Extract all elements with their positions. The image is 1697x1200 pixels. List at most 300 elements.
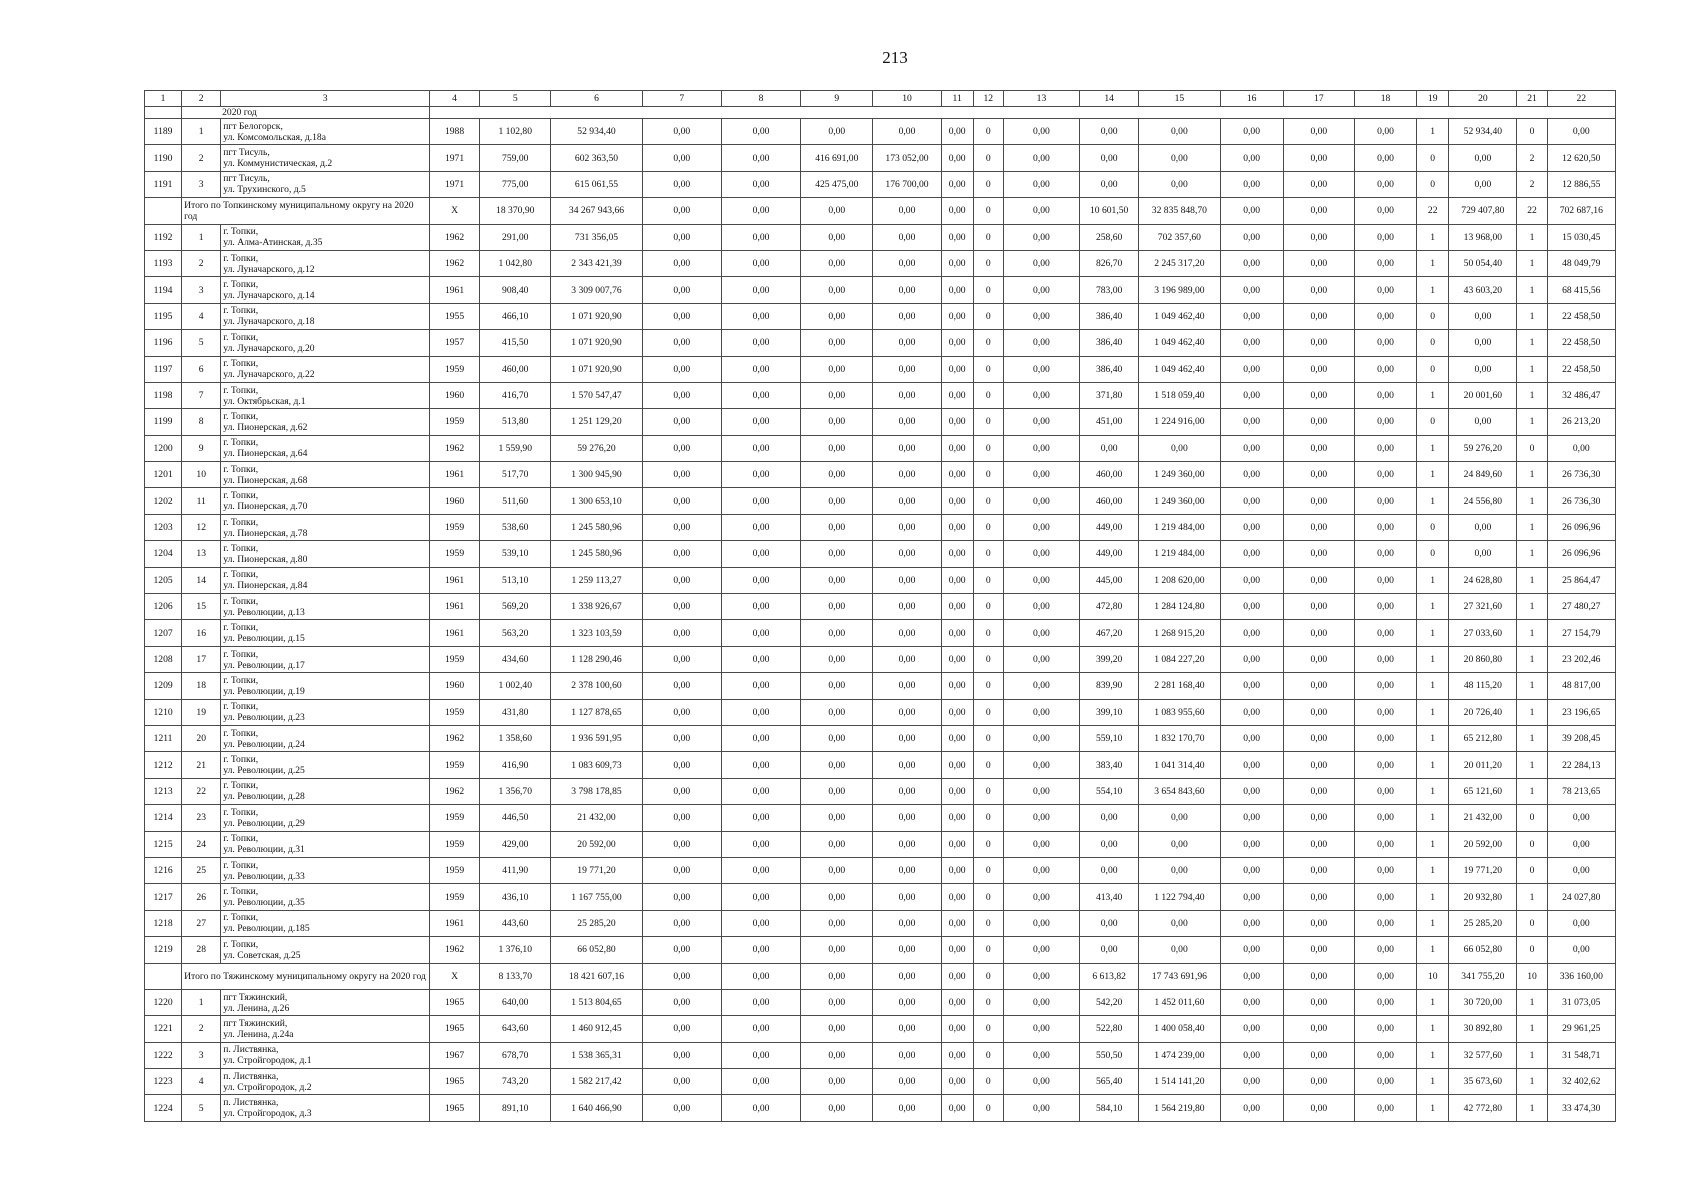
cell-col-22: 23 196,65: [1547, 699, 1615, 725]
cell-col-18: 0,00: [1354, 910, 1416, 936]
cell-col-16: 0,00: [1220, 646, 1283, 672]
cell-col-8: 0,00: [721, 937, 800, 963]
cell-col-14: 399,10: [1080, 699, 1139, 725]
cell-col-20: 50 054,40: [1449, 250, 1517, 276]
cell-col-14: 386,40: [1080, 303, 1139, 329]
cell-col-8: 0,00: [721, 514, 800, 540]
cell-col-7: 0,00: [642, 356, 721, 382]
column-number-10: 10: [873, 91, 941, 107]
cell-col-10: 0,00: [873, 462, 941, 488]
cell-col-4: 1959: [429, 857, 479, 883]
cell-col-12: 0: [973, 778, 1003, 804]
cell-col-22: 15 030,45: [1547, 224, 1615, 250]
cell-col-10: 0,00: [873, 250, 941, 276]
cell-col-7: 0,00: [642, 1095, 721, 1121]
cell-col-6: 602 363,50: [551, 145, 642, 171]
cell-col-1: 1217: [145, 884, 182, 910]
cell-col-10: 0,00: [873, 330, 941, 356]
cell-col-2: 4: [182, 1069, 221, 1095]
cell-col-14: 826,70: [1080, 250, 1139, 276]
cell-col-6: 1 245 580,96: [551, 514, 642, 540]
cell-col-12: 0: [973, 171, 1003, 197]
cell-col-17: 0,00: [1283, 752, 1354, 778]
cell-col-20: 43 603,20: [1449, 277, 1517, 303]
cell-col-18: 0,00: [1354, 725, 1416, 751]
cell-col-11: 0,00: [941, 435, 973, 461]
total-blank-cell: [145, 198, 182, 224]
cell-col-15: 0,00: [1139, 119, 1220, 145]
cell-col-13: 0,00: [1003, 805, 1079, 831]
cell-col-19: 1: [1417, 699, 1449, 725]
cell-col-7: 0,00: [642, 330, 721, 356]
cell-col-12: 0: [973, 594, 1003, 620]
total-cell-col-9: 0,00: [801, 963, 873, 989]
cell-col-4: 1959: [429, 514, 479, 540]
cell-col-11: 0,00: [941, 937, 973, 963]
cell-col-22: 29 961,25: [1547, 1016, 1615, 1042]
column-number-16: 16: [1220, 91, 1283, 107]
cell-col-21: 2: [1517, 145, 1547, 171]
cell-col-12: 0: [973, 752, 1003, 778]
cell-col-1: 1222: [145, 1042, 182, 1068]
address-cell: г. Топки, ул. Революции, д.25: [221, 752, 430, 778]
cell-col-14: 258,60: [1080, 224, 1139, 250]
cell-col-15: 1 514 141,20: [1139, 1069, 1220, 1095]
cell-col-17: 0,00: [1283, 989, 1354, 1015]
cell-col-21: 1: [1517, 778, 1547, 804]
cell-col-22: 32 402,62: [1547, 1069, 1615, 1095]
cell-col-22: 33 474,30: [1547, 1095, 1615, 1121]
total-cell-col-5: 8 133,70: [480, 963, 551, 989]
cell-col-4: 1965: [429, 989, 479, 1015]
cell-col-5: 460,00: [480, 356, 551, 382]
cell-col-17: 0,00: [1283, 1069, 1354, 1095]
cell-col-17: 0,00: [1283, 857, 1354, 883]
cell-col-16: 0,00: [1220, 277, 1283, 303]
cell-col-15: 1 049 462,40: [1139, 330, 1220, 356]
cell-col-12: 0: [973, 884, 1003, 910]
cell-col-1: 1214: [145, 805, 182, 831]
cell-col-13: 0,00: [1003, 725, 1079, 751]
cell-col-9: 0,00: [801, 303, 873, 329]
cell-col-15: 1 219 484,00: [1139, 541, 1220, 567]
column-number-12: 12: [973, 91, 1003, 107]
cell-col-6: 59 276,20: [551, 435, 642, 461]
cell-col-9: 0,00: [801, 857, 873, 883]
cell-col-9: 0,00: [801, 594, 873, 620]
cell-col-1: 1202: [145, 488, 182, 514]
table-row: [145, 145, 1616, 171]
cell-col-6: 1 083 609,73: [551, 752, 642, 778]
total-cell-col-12: 0: [973, 198, 1003, 224]
cell-col-10: 0,00: [873, 884, 941, 910]
cell-col-18: 0,00: [1354, 462, 1416, 488]
cell-col-4: 1965: [429, 1016, 479, 1042]
cell-col-11: 0,00: [941, 514, 973, 540]
total-cell-col-15: 17 743 691,96: [1139, 963, 1220, 989]
cell-col-10: 0,00: [873, 1069, 941, 1095]
table-row: [145, 356, 1616, 382]
cell-col-15: 0,00: [1139, 435, 1220, 461]
cell-col-10: 0,00: [873, 541, 941, 567]
cell-col-7: 0,00: [642, 673, 721, 699]
cell-col-17: 0,00: [1283, 356, 1354, 382]
cell-col-8: 0,00: [721, 330, 800, 356]
cell-col-22: 22 458,50: [1547, 330, 1615, 356]
cell-col-11: 0,00: [941, 831, 973, 857]
cell-col-21: 1: [1517, 1069, 1547, 1095]
cell-col-17: 0,00: [1283, 778, 1354, 804]
cell-col-18: 0,00: [1354, 646, 1416, 672]
cell-col-4: 1957: [429, 330, 479, 356]
address-cell: г. Топки, ул. Революции, д.19: [221, 673, 430, 699]
cell-col-9: 0,00: [801, 1016, 873, 1042]
address-cell: г. Топки, ул. Пионерская, д.68: [221, 462, 430, 488]
total-cell-col-19: 10: [1417, 963, 1449, 989]
cell-col-4: 1962: [429, 778, 479, 804]
cell-col-8: 0,00: [721, 1069, 800, 1095]
total-cell-col-4: X: [429, 963, 479, 989]
column-number-5: 5: [480, 91, 551, 107]
cell-col-9: 0,00: [801, 805, 873, 831]
cell-col-4: 1960: [429, 488, 479, 514]
cell-col-11: 0,00: [941, 1069, 973, 1095]
cell-col-9: 0,00: [801, 1095, 873, 1121]
address-cell: г. Топки, ул. Революции, д.13: [221, 594, 430, 620]
cell-col-21: 1: [1517, 330, 1547, 356]
cell-col-1: 1193: [145, 250, 182, 276]
column-number-6: 6: [551, 91, 642, 107]
cell-col-13: 0,00: [1003, 752, 1079, 778]
cell-col-17: 0,00: [1283, 330, 1354, 356]
cell-col-22: 31 548,71: [1547, 1042, 1615, 1068]
cell-col-8: 0,00: [721, 884, 800, 910]
cell-col-4: 1959: [429, 356, 479, 382]
cell-col-4: 1962: [429, 435, 479, 461]
total-cell-col-11: 0,00: [941, 198, 973, 224]
cell-col-12: 0: [973, 910, 1003, 936]
cell-col-8: 0,00: [721, 250, 800, 276]
cell-col-6: 615 061,55: [551, 171, 642, 197]
cell-col-4: 1988: [429, 119, 479, 145]
cell-col-1: 1194: [145, 277, 182, 303]
cell-col-4: 1961: [429, 910, 479, 936]
column-number-4: 4: [429, 91, 479, 107]
cell-col-10: 0,00: [873, 989, 941, 1015]
cell-col-11: 0,00: [941, 382, 973, 408]
cell-col-15: 1 122 794,40: [1139, 884, 1220, 910]
cell-col-2: 12: [182, 514, 221, 540]
cell-col-18: 0,00: [1354, 514, 1416, 540]
cell-col-20: 0,00: [1449, 514, 1517, 540]
address-cell: г. Топки, ул. Революции, д.185: [221, 910, 430, 936]
cell-col-7: 0,00: [642, 1042, 721, 1068]
cell-col-14: 413,40: [1080, 884, 1139, 910]
table-row: [145, 831, 1616, 857]
cell-col-17: 0,00: [1283, 646, 1354, 672]
cell-col-13: 0,00: [1003, 356, 1079, 382]
cell-col-6: 1 300 653,10: [551, 488, 642, 514]
district-total-row: [145, 963, 1616, 989]
cell-col-18: 0,00: [1354, 541, 1416, 567]
cell-col-21: 1: [1517, 224, 1547, 250]
address-cell: г. Топки, ул. Революции, д.17: [221, 646, 430, 672]
cell-col-21: 1: [1517, 646, 1547, 672]
cell-col-4: 1960: [429, 673, 479, 699]
cell-col-14: 399,20: [1080, 646, 1139, 672]
cell-col-11: 0,00: [941, 303, 973, 329]
cell-col-8: 0,00: [721, 224, 800, 250]
cell-col-19: 1: [1417, 1016, 1449, 1042]
cell-col-20: 65 212,80: [1449, 725, 1517, 751]
cell-col-11: 0,00: [941, 567, 973, 593]
cell-col-8: 0,00: [721, 752, 800, 778]
cell-col-8: 0,00: [721, 356, 800, 382]
cell-col-20: 0,00: [1449, 145, 1517, 171]
address-cell: г. Топки, ул. Пионерская, д.80: [221, 541, 430, 567]
cell-col-10: 0,00: [873, 435, 941, 461]
cell-col-14: 460,00: [1080, 488, 1139, 514]
cell-col-6: 66 052,80: [551, 937, 642, 963]
cell-col-9: 0,00: [801, 488, 873, 514]
cell-col-7: 0,00: [642, 778, 721, 804]
table-row: [145, 699, 1616, 725]
total-cell-col-20: 341 755,20: [1449, 963, 1517, 989]
cell-col-7: 0,00: [642, 752, 721, 778]
cell-col-13: 0,00: [1003, 145, 1079, 171]
cell-col-6: 19 771,20: [551, 857, 642, 883]
cell-col-16: 0,00: [1220, 409, 1283, 435]
cell-col-13: 0,00: [1003, 673, 1079, 699]
cell-col-22: 26 736,30: [1547, 488, 1615, 514]
cell-col-20: 42 772,80: [1449, 1095, 1517, 1121]
cell-col-11: 0,00: [941, 725, 973, 751]
cell-col-4: 1959: [429, 646, 479, 672]
cell-col-18: 0,00: [1354, 145, 1416, 171]
cell-col-8: 0,00: [721, 778, 800, 804]
cell-col-5: 446,50: [480, 805, 551, 831]
address-cell: г. Топки, ул. Октябрьская, д.1: [221, 382, 430, 408]
cell-col-11: 0,00: [941, 1016, 973, 1042]
cell-col-9: 0,00: [801, 119, 873, 145]
cell-col-8: 0,00: [721, 620, 800, 646]
cell-col-9: 0,00: [801, 725, 873, 751]
cell-col-22: 31 073,05: [1547, 989, 1615, 1015]
address-cell: г. Топки, ул. Революции, д.24: [221, 725, 430, 751]
address-cell: пгт Тяжинский, ул. Ленина, д.26: [221, 989, 430, 1015]
cell-col-19: 1: [1417, 1042, 1449, 1068]
table-row: [145, 330, 1616, 356]
cell-col-21: 1: [1517, 541, 1547, 567]
cell-col-13: 0,00: [1003, 594, 1079, 620]
cell-col-21: 0: [1517, 857, 1547, 883]
cell-col-20: 32 577,60: [1449, 1042, 1517, 1068]
cell-col-9: 0,00: [801, 330, 873, 356]
cell-col-15: 1 084 227,20: [1139, 646, 1220, 672]
cell-col-6: 1 071 920,90: [551, 303, 642, 329]
cell-col-17: 0,00: [1283, 435, 1354, 461]
column-number-18: 18: [1354, 91, 1416, 107]
cell-col-12: 0: [973, 831, 1003, 857]
cell-col-2: 2: [182, 1016, 221, 1042]
cell-col-10: 0,00: [873, 1042, 941, 1068]
cell-col-19: 1: [1417, 567, 1449, 593]
cell-col-22: 0,00: [1547, 435, 1615, 461]
cell-col-21: 1: [1517, 725, 1547, 751]
cell-col-21: 1: [1517, 1016, 1547, 1042]
cell-col-9: 0,00: [801, 409, 873, 435]
cell-col-14: 554,10: [1080, 778, 1139, 804]
cell-col-8: 0,00: [721, 1095, 800, 1121]
cell-col-18: 0,00: [1354, 1069, 1416, 1095]
cell-col-12: 0: [973, 488, 1003, 514]
cell-col-19: 1: [1417, 725, 1449, 751]
cell-col-9: 0,00: [801, 673, 873, 699]
cell-col-10: 173 052,00: [873, 145, 941, 171]
cell-col-2: 4: [182, 303, 221, 329]
column-number-3: 3: [221, 91, 430, 107]
cell-col-1: 1197: [145, 356, 182, 382]
cell-col-12: 0: [973, 277, 1003, 303]
cell-col-8: 0,00: [721, 646, 800, 672]
cell-col-22: 12 620,50: [1547, 145, 1615, 171]
cell-col-7: 0,00: [642, 910, 721, 936]
total-cell-col-4: X: [429, 198, 479, 224]
cell-col-17: 0,00: [1283, 224, 1354, 250]
cell-col-12: 0: [973, 937, 1003, 963]
cell-col-4: 1959: [429, 884, 479, 910]
cell-col-12: 0: [973, 462, 1003, 488]
cell-col-21: 1: [1517, 699, 1547, 725]
cell-col-19: 1: [1417, 989, 1449, 1015]
total-cell-col-22: 336 160,00: [1547, 963, 1615, 989]
cell-col-19: 1: [1417, 831, 1449, 857]
cell-col-18: 0,00: [1354, 567, 1416, 593]
cell-col-10: 0,00: [873, 910, 941, 936]
address-cell: г. Топки, ул. Революции, д.35: [221, 884, 430, 910]
cell-col-15: 702 357,60: [1139, 224, 1220, 250]
cell-col-10: 0,00: [873, 778, 941, 804]
cell-col-11: 0,00: [941, 356, 973, 382]
cell-col-1: 1205: [145, 567, 182, 593]
cell-col-2: 19: [182, 699, 221, 725]
cell-col-5: 1 358,60: [480, 725, 551, 751]
cell-col-4: 1971: [429, 171, 479, 197]
cell-col-2: 14: [182, 567, 221, 593]
cell-col-10: 0,00: [873, 699, 941, 725]
address-cell: г. Топки, ул. Советская, д.25: [221, 937, 430, 963]
cell-col-9: 0,00: [801, 910, 873, 936]
district-total-row: [145, 198, 1616, 224]
cell-col-7: 0,00: [642, 462, 721, 488]
cell-col-11: 0,00: [941, 594, 973, 620]
total-cell-col-14: 6 613,82: [1080, 963, 1139, 989]
table-row: [145, 620, 1616, 646]
cell-col-5: 759,00: [480, 145, 551, 171]
cell-col-1: 1206: [145, 594, 182, 620]
cell-col-13: 0,00: [1003, 224, 1079, 250]
cell-col-13: 0,00: [1003, 857, 1079, 883]
cell-col-16: 0,00: [1220, 382, 1283, 408]
cell-col-5: 431,80: [480, 699, 551, 725]
cell-col-16: 0,00: [1220, 303, 1283, 329]
cell-col-19: 1: [1417, 250, 1449, 276]
cell-col-12: 0: [973, 646, 1003, 672]
cell-col-14: 467,20: [1080, 620, 1139, 646]
cell-col-16: 0,00: [1220, 884, 1283, 910]
cell-col-10: 176 700,00: [873, 171, 941, 197]
cell-col-4: 1965: [429, 1069, 479, 1095]
table-body: [145, 91, 1616, 1122]
cell-col-5: 511,60: [480, 488, 551, 514]
cell-col-14: 383,40: [1080, 752, 1139, 778]
cell-col-5: 517,70: [480, 462, 551, 488]
table-row: [145, 1016, 1616, 1042]
cell-col-12: 0: [973, 567, 1003, 593]
cell-col-5: 411,90: [480, 857, 551, 883]
cell-col-21: 0: [1517, 831, 1547, 857]
cell-col-14: 0,00: [1080, 435, 1139, 461]
cell-col-14: 472,80: [1080, 594, 1139, 620]
cell-col-13: 0,00: [1003, 541, 1079, 567]
cell-col-19: 1: [1417, 805, 1449, 831]
cell-col-13: 0,00: [1003, 884, 1079, 910]
cell-col-21: 0: [1517, 937, 1547, 963]
cell-col-6: 1 323 103,59: [551, 620, 642, 646]
cell-col-17: 0,00: [1283, 1016, 1354, 1042]
cell-col-11: 0,00: [941, 330, 973, 356]
cell-col-1: 1211: [145, 725, 182, 751]
cell-col-21: 1: [1517, 382, 1547, 408]
cell-col-9: 0,00: [801, 620, 873, 646]
total-label: Итого по Топкинскому муниципальному округу на 2020 год: [182, 198, 430, 224]
cell-col-13: 0,00: [1003, 778, 1079, 804]
cell-col-5: 429,00: [480, 831, 551, 857]
total-cell-col-19: 22: [1417, 198, 1449, 224]
address-cell: г. Топки, ул. Революции, д.33: [221, 857, 430, 883]
cell-col-16: 0,00: [1220, 356, 1283, 382]
cell-col-21: 1: [1517, 462, 1547, 488]
column-number-14: 14: [1080, 91, 1139, 107]
cell-col-22: 0,00: [1547, 831, 1615, 857]
cell-col-9: 0,00: [801, 884, 873, 910]
address-cell: г. Топки, ул. Пионерская, д.84: [221, 567, 430, 593]
cell-col-12: 0: [973, 541, 1003, 567]
cell-col-2: 1: [182, 224, 221, 250]
cell-col-16: 0,00: [1220, 1042, 1283, 1068]
cell-col-2: 2: [182, 145, 221, 171]
cell-col-17: 0,00: [1283, 699, 1354, 725]
cell-col-11: 0,00: [941, 778, 973, 804]
cell-col-1: 1219: [145, 937, 182, 963]
cell-col-17: 0,00: [1283, 910, 1354, 936]
cell-col-15: 3 654 843,60: [1139, 778, 1220, 804]
cell-col-15: 2 281 168,40: [1139, 673, 1220, 699]
cell-col-16: 0,00: [1220, 989, 1283, 1015]
cell-col-13: 0,00: [1003, 937, 1079, 963]
cell-col-15: 1 224 916,00: [1139, 409, 1220, 435]
cell-col-14: 584,10: [1080, 1095, 1139, 1121]
cell-col-13: 0,00: [1003, 910, 1079, 936]
cell-col-11: 0,00: [941, 277, 973, 303]
cell-col-4: 1959: [429, 699, 479, 725]
cell-col-17: 0,00: [1283, 409, 1354, 435]
cell-col-13: 0,00: [1003, 119, 1079, 145]
cell-col-9: 0,00: [801, 382, 873, 408]
cell-col-6: 1 513 804,65: [551, 989, 642, 1015]
total-cell-col-6: 34 267 943,66: [551, 198, 642, 224]
cell-col-14: 0,00: [1080, 805, 1139, 831]
